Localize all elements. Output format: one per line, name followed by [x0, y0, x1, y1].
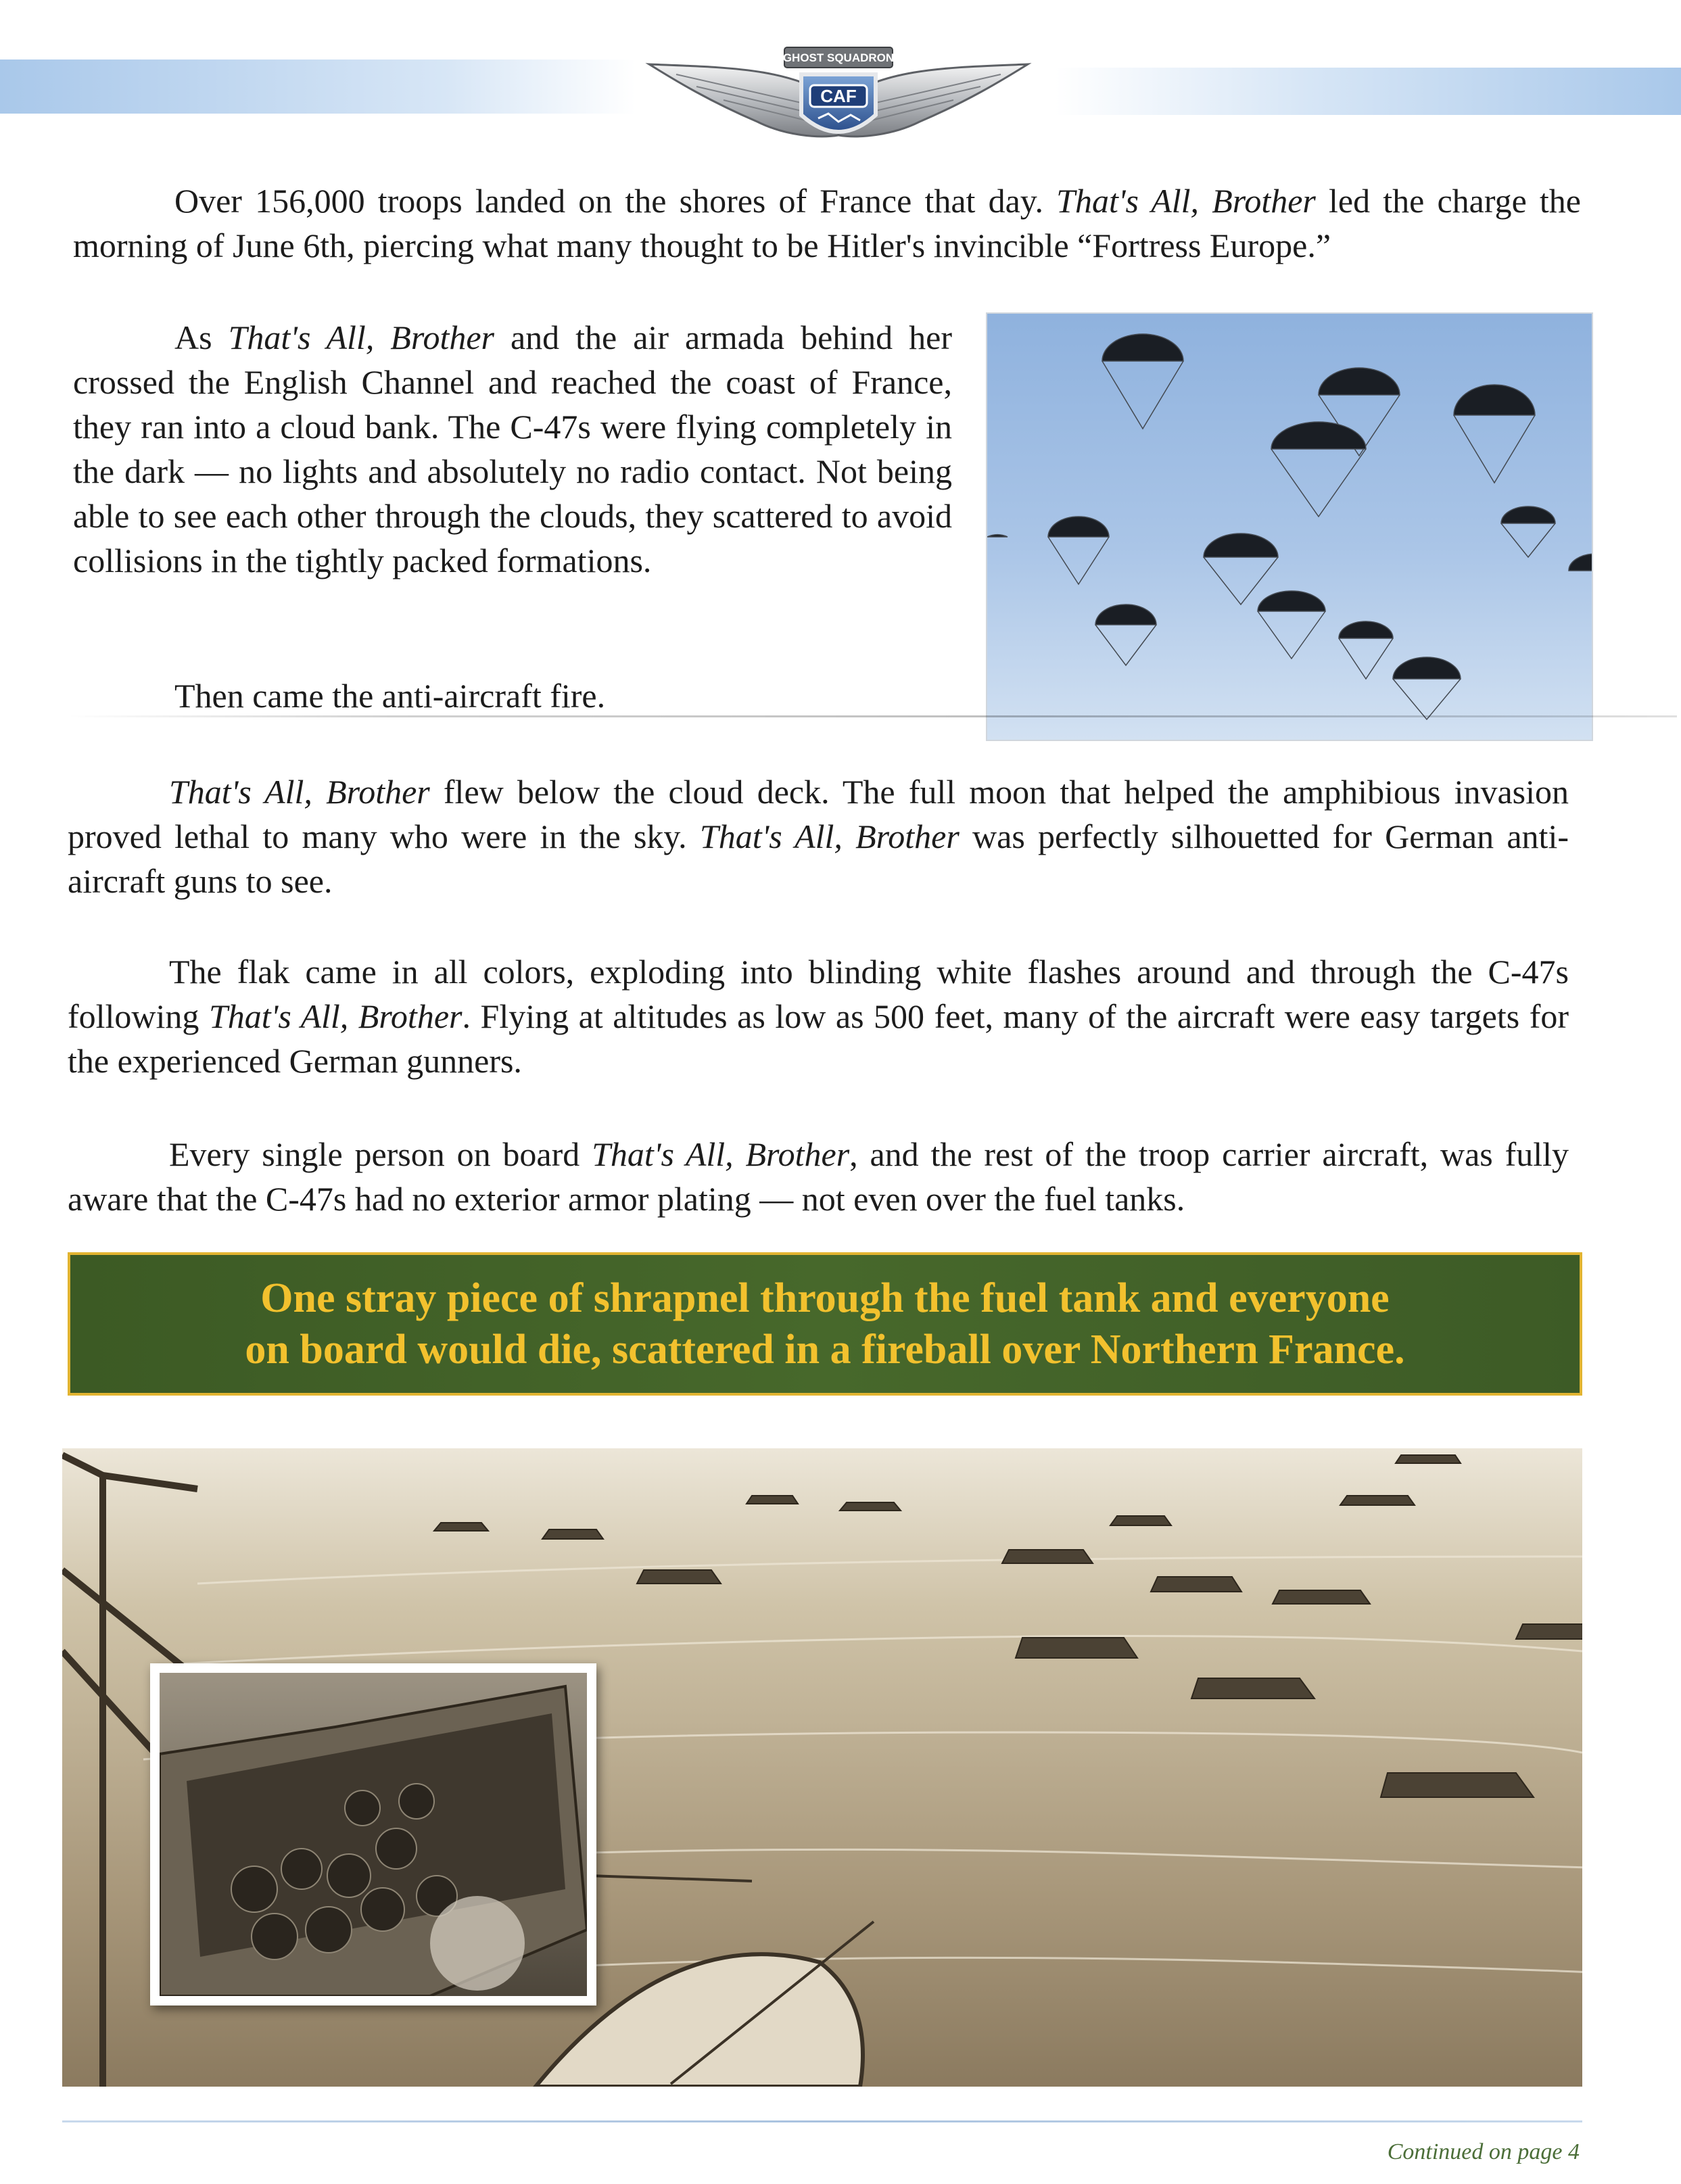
continued-link[interactable]: Continued on page 4 — [1387, 2139, 1580, 2164]
landing-craft-icon — [1110, 1516, 1171, 1525]
caf-text: CAF — [820, 86, 857, 106]
p2-text-a: As — [174, 318, 229, 356]
p2-aircraft-name: That's All, Brother — [228, 318, 494, 356]
paragraph-1 — [73, 179, 1581, 268]
landing-craft-icon — [1381, 1773, 1534, 1797]
landing-craft-icon — [434, 1523, 488, 1531]
landing-craft-icon — [1002, 1550, 1093, 1563]
p4-text-b: flew below the cloud deck. The full moon that helped the amphibious invasion proved lethal to many who were in the sky. — [68, 773, 1569, 855]
landing-craft-icon — [542, 1529, 603, 1539]
header-band-left — [0, 60, 636, 114]
paragraph-4 — [68, 769, 1569, 903]
landing-craft-icon — [637, 1570, 721, 1584]
p5-text-a: The flak came in all colors, exploding into blinding white flashes around and through the C-47s following — [68, 953, 1569, 1035]
paragraph-5 — [68, 949, 1569, 1083]
p3-text-a: Then came the anti-aircraft fire. — [174, 677, 606, 715]
paragraph-3 — [73, 673, 952, 718]
pull-quote — [68, 1252, 1582, 1396]
landing-craft-inset-photo — [150, 1663, 596, 2005]
header-band-right — [1055, 68, 1681, 115]
pull-quote-line-2: on board would die, scattered in a fireball over Northern France. — [245, 1327, 1405, 1373]
p5-text-c: . Flying at altitudes as low as 500 feet, many of the aircraft were easy targets for the experienced German gunners. — [68, 997, 1569, 1080]
p2-text-c: and the air armada behind her crossed the English Channel and reached the coast of France, they ran into a cloud bank. The C-47s were flying completely in the dark — no lights and absolutely no radio contact. Not being able to see each other through the clouds, they scattered to avoid collisions in the tightly packed formations. — [73, 318, 952, 579]
p6-text-c: , and the rest of the troop carrier aircraft, was fully aware that the C-47s had no exterior armor plating — not even over the fuel tanks. — [68, 1135, 1569, 1218]
caf-wings-logo — [636, 27, 1041, 162]
pull-quote-line-1: One stray piece of shrapnel through the fuel tank and everyone — [260, 1275, 1390, 1321]
p1-text-a: Over 156,000 troops landed on the shores of France that day. — [174, 182, 1057, 220]
landing-craft-icon — [1396, 1455, 1461, 1463]
landing-craft-icon — [1151, 1577, 1241, 1592]
p5-aircraft-name: That's All, Brother — [208, 997, 463, 1035]
landing-craft-icon — [1273, 1590, 1370, 1604]
p1-text-c: led the charge the morning of June 6th, piercing what many thought to be Hitler's invincible “Fortress Europe.” — [73, 182, 1581, 264]
page-crease — [68, 715, 1677, 717]
landing-craft-icon — [1516, 1624, 1582, 1639]
paragraph-2 — [73, 315, 952, 583]
landing-craft-icon — [840, 1502, 901, 1511]
landing-craft-icon — [1016, 1638, 1137, 1658]
p4-aircraft-name-c: That's All, Brother — [699, 817, 960, 855]
landing-craft-icon — [747, 1496, 798, 1504]
paratroopers-photo — [987, 314, 1592, 740]
landing-craft-icon — [1340, 1496, 1415, 1505]
p4-aircraft-name-a: That's All, Brother — [169, 773, 430, 811]
landing-craft-icon — [1191, 1678, 1315, 1699]
p4-text-d: was perfectly silhouetted for German anti-aircraft guns to see. — [68, 817, 1569, 900]
paragraph-6 — [68, 1132, 1569, 1221]
p6-aircraft-name: That's All, Brother — [592, 1135, 850, 1173]
badge-banner-text: GHOST SQUADRON — [782, 51, 895, 64]
p1-aircraft-name: That's All, Brother — [1056, 182, 1316, 220]
p6-text-a: Every single person on board — [169, 1135, 592, 1173]
bottom-rule — [62, 2120, 1582, 2122]
